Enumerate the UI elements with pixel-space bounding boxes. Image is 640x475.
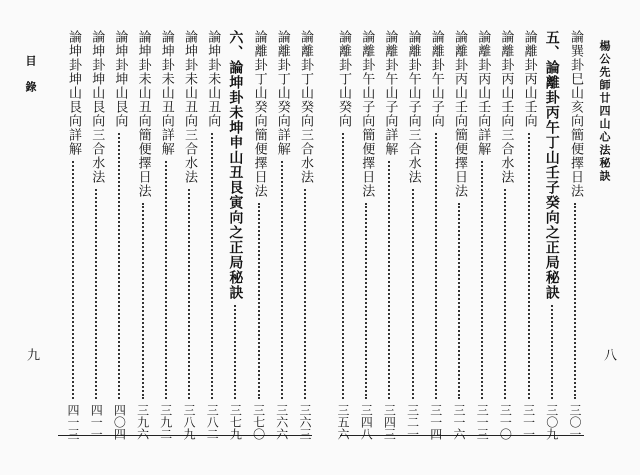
toc-entry (296, 30, 314, 440)
toc-entry (87, 30, 105, 440)
leader-dots (388, 161, 390, 399)
toc-entry-title: 論離卦午山子向 (428, 30, 444, 128)
toc-entry-title: 論離卦丙山壬向 (521, 30, 537, 128)
toc-entry-page-number: 三六六 (274, 404, 289, 440)
toc-entry-title: 六、論坤卦未坤申山丑艮寅向之正局秘訣 (227, 30, 244, 300)
toc-entry-page-number: 三九六 (135, 404, 150, 440)
right-running-title: 楊公先師廿四山心法秘訣 (598, 40, 611, 183)
leader-dots (281, 161, 283, 399)
toc-entry-page-number: 三一四 (428, 404, 443, 440)
leader-dots (504, 189, 506, 399)
toc-entry-title: 論離卦丁山癸向詳解 (274, 30, 290, 156)
toc-entry-title: 論離卦丙山壬向三合水法 (498, 30, 514, 184)
toc-entry (380, 30, 398, 440)
leader-dots (365, 203, 367, 399)
toc-entry-title: 論離卦午山子向詳解 (382, 30, 398, 156)
leader-dots (165, 161, 167, 399)
toc-entry-title: 論坤卦坤山艮向三合水法 (89, 30, 105, 184)
toc-entry-title: 論離卦丙山壬向簡便擇日法 (452, 30, 467, 198)
toc-entry-page-number: 三二一 (405, 404, 420, 440)
toc-entry-title: 論坤卦未山丑向 (205, 30, 221, 128)
leader-dots (551, 305, 553, 399)
toc-entry-page-number: 四一三 (66, 404, 80, 440)
toc-entry-page-number: 三四三 (382, 404, 397, 440)
right-folio: 八 (601, 348, 616, 361)
toc-entry-page-number: 三八九 (182, 404, 196, 440)
leader-dots (342, 133, 344, 399)
toc-entry-page-number: 四〇四 (112, 404, 127, 440)
toc-section-heading (226, 30, 244, 440)
leader-dots (435, 133, 437, 399)
toc-entry-title: 論坤卦未山丑向簡便擇日法 (135, 30, 151, 198)
toc-entry-page-number: 三八二 (205, 404, 220, 440)
leader-dots (118, 133, 120, 399)
toc-entry (110, 30, 128, 440)
toc-entry (427, 30, 445, 440)
toc-entry-title: 論坤卦未山丑向詳解 (158, 30, 174, 156)
toc-entry (273, 30, 291, 440)
toc-entry-page-number: 三六三 (298, 404, 312, 440)
toc-entry-page-number: 三一〇 (498, 404, 513, 440)
leader-dots (304, 189, 306, 399)
toc-entry (473, 30, 491, 440)
toc-entry (203, 30, 221, 440)
toc-entry-title: 論巽卦巳山亥向簡便擇日法 (568, 30, 583, 198)
toc-entry (134, 30, 152, 440)
toc-entry-page-number: 三五六 (336, 404, 350, 440)
toc-entry-page-number: 三一六 (452, 404, 466, 440)
toc-entry (450, 30, 468, 440)
leader-dots (458, 203, 460, 399)
toc-entry-title: 論離卦丙山壬向詳解 (475, 30, 491, 156)
toc-entry-page-number: 三四八 (359, 404, 374, 440)
toc-entry (157, 30, 175, 440)
toc-entry (334, 30, 352, 440)
toc-entry-page-number: 三一三 (475, 404, 490, 440)
leader-dots (234, 305, 236, 399)
leader-dots (142, 203, 144, 399)
toc-entry-title: 論坤卦坤山艮向 (112, 30, 128, 128)
toc-entry (180, 30, 198, 440)
toc-entry (357, 30, 375, 440)
toc-entry-title: 論離卦午山子向簡便擇日法 (359, 30, 375, 198)
toc-entry-page-number: 三〇一 (568, 404, 582, 440)
toc-entry-title: 五、論離卦丙午丁山壬子癸向之正局秘訣 (543, 30, 560, 300)
leader-dots (528, 133, 530, 399)
toc-entry-title: 論坤卦坤山艮向詳解 (66, 30, 81, 156)
toc-entry (520, 30, 538, 440)
leader-dots (72, 161, 74, 399)
toc-section-heading (543, 30, 561, 440)
leader-dots (412, 189, 414, 399)
leader-dots (188, 189, 190, 399)
toc-entry-title: 論離卦丁山癸向簡便擇日法 (251, 30, 267, 198)
toc-entry-page-number: 四一一 (89, 404, 104, 440)
toc-entry (404, 30, 422, 440)
toc-entry-page-number: 三九二 (158, 404, 173, 440)
toc-entry-title: 論離卦午山子向三合水法 (405, 30, 421, 184)
toc-entry (496, 30, 514, 440)
toc-entry-title: 論坤卦未山丑向三合水法 (182, 30, 197, 184)
leader-dots (481, 161, 483, 399)
toc-entry-page-number: 三〇九 (544, 404, 559, 440)
toc-entry-page-number: 三七九 (228, 404, 243, 440)
left-folio: 九 (24, 348, 39, 361)
left-running-title: 目 錄 (24, 55, 37, 94)
toc-entry-page-number: 三七〇 (251, 404, 266, 440)
toc-entry (250, 30, 268, 440)
leader-dots (95, 189, 97, 399)
toc-entry (566, 30, 584, 440)
leader-dots (574, 203, 576, 399)
leader-dots (211, 133, 213, 399)
toc-entry-page-number: 三一一 (521, 404, 536, 440)
toc-entry-title: 論離卦丁山癸向三合水法 (298, 30, 313, 184)
leader-dots (258, 203, 260, 399)
toc-entry-title: 論離卦丁山癸向 (336, 30, 351, 128)
toc-entry (64, 30, 82, 440)
